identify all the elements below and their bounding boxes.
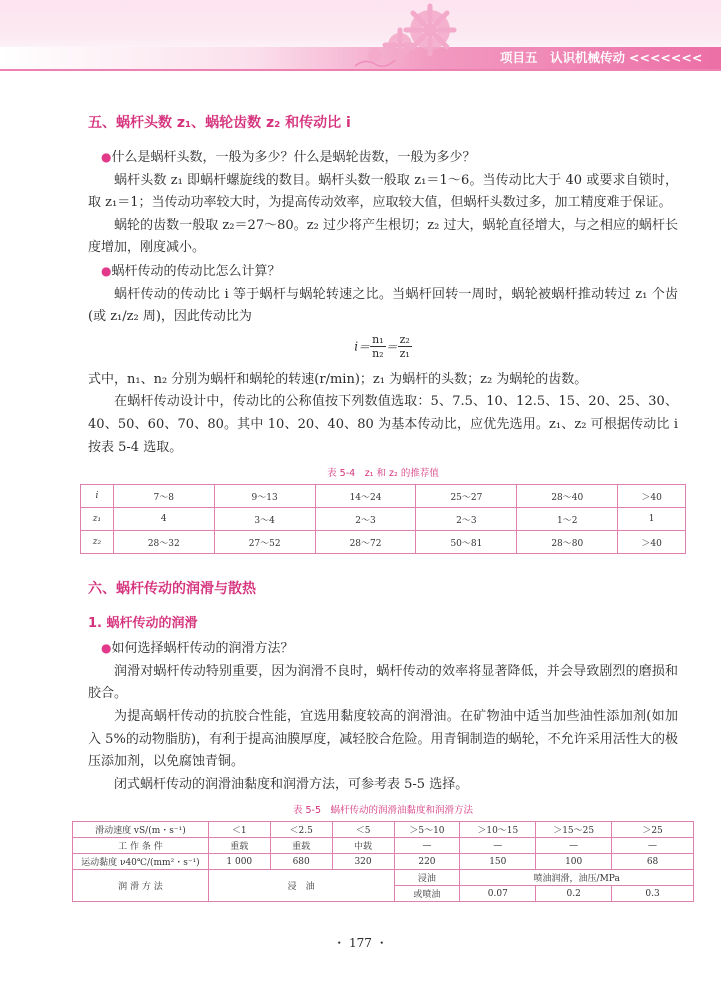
chapter-title: 项目五 认识机械传动	[500, 50, 626, 65]
chevron-left-icon: <<<<<<<	[629, 50, 703, 65]
table-cell: 28～32	[113, 531, 214, 554]
bullet-icon: ●	[101, 263, 112, 278]
formula-lhs: i	[354, 339, 359, 354]
question-2	[88, 260, 678, 284]
table-cell: 680	[270, 854, 332, 870]
paragraph-lubrication-importance: 润滑对蜗杆传动特别重要，因为润滑不良时，蜗杆传动的效率将显著降低，并会导致剧烈的磨损和胶合。	[88, 663, 678, 702]
row-label-condition: 工 作 条 件	[73, 838, 209, 854]
table-cell: ＞5～10	[394, 822, 460, 838]
formula-z1: z₁	[399, 346, 410, 360]
table-row	[81, 531, 686, 554]
table-cell: z₁	[81, 508, 114, 531]
paragraph-table-reference: 闭式蜗杆传动的润滑油黏度和润滑方法，可参考表 5-5 选择。	[114, 776, 469, 792]
page-content	[81, 112, 678, 902]
bullet-icon: ●	[101, 641, 112, 656]
table-cell: ＜1	[208, 822, 270, 838]
table-cell: 28～72	[315, 531, 416, 554]
table-cell: 0.2	[536, 886, 612, 902]
paragraph-worm-threads: 蜗杆头数 z₁ 即蜗杆螺旋线的数目。蜗杆头数一般取 z₁＝1～6。当传动比大于 40 或要求自锁时，取 z₁＝1；当传动功率较大时，为提高传动效率，应取较大值，但蜗杆头数过多，加工精度难于保证。	[88, 172, 678, 211]
paragraph-formula-legend: 式中，n₁、n₂ 分别为蜗杆和蜗轮的转速(r/min)；z₁ 为蜗杆的头数；z₂ 为蜗轮的齿数。	[88, 371, 588, 387]
table-cell: 25～27	[416, 485, 517, 508]
formula-n1: n₁	[372, 332, 384, 346]
header-title	[500, 48, 702, 68]
table-row	[73, 822, 694, 838]
table-5-5-caption: 表 5-5 蜗杆传动的润滑油黏度和润滑方法	[292, 805, 474, 817]
table-row	[81, 508, 686, 531]
table-cell: ＞15～25	[536, 822, 612, 838]
table-cell: 4	[113, 508, 214, 531]
table-5-4	[80, 484, 686, 554]
table-cell: ＜5	[332, 822, 394, 838]
table-cell: 1 000	[208, 854, 270, 870]
table-cell: ＞10～15	[460, 822, 536, 838]
paragraph-lubricant-selection: 为提高蜗杆传动的抗胶合性能，宜选用黏度较高的润滑油。在矿物油中适当加些油性添加剂(如加入 5%的动物脂肪)，有利于提高油膜厚度，减轻胶合危险。用青铜制造的蜗轮，不允许采用活性大的极压添加剂，以免腐蚀青铜。	[88, 708, 678, 770]
section-heading-5: 五、蜗杆头数 z₁、蜗轮齿数 z₂ 和传动比 i	[88, 115, 351, 131]
table-cell: —	[460, 838, 536, 854]
table-cell: 28～40	[517, 485, 618, 508]
table-cell: 68	[612, 854, 694, 870]
table-cell: 50～81	[416, 531, 517, 554]
bullet-icon: ●	[101, 150, 112, 164]
row-label-method: 润 滑 方 法	[73, 870, 209, 902]
row-label-viscosity: 运动黏度 ν40℃/(mm²・s⁻¹)	[73, 854, 209, 870]
table-cell-dip-or-spray-1: 浸油	[394, 870, 460, 886]
table-cell: 27～52	[214, 531, 315, 554]
table-cell: 重载	[270, 838, 332, 854]
table-cell-dip: 浸 油	[208, 870, 394, 902]
paragraph-wheel-teeth: 蜗轮的齿数一般取 z₂＝27～80。z₂ 过少将产生根切；z₂ 过大，蜗轮直径增大，与之相应的蜗杆长度增加，刚度减小。	[88, 217, 678, 256]
formula-equals: ＝	[358, 339, 371, 354]
table-row	[73, 854, 694, 870]
table-cell: 2～3	[315, 508, 416, 531]
table-cell: 0.07	[460, 886, 536, 902]
question-1	[88, 146, 678, 170]
table-cell: 1	[618, 508, 686, 531]
table-cell: 2～3	[416, 508, 517, 531]
question-1-text: 什么是蜗杆头数，一般为多少？什么是蜗轮齿数，一般为多少？	[111, 150, 476, 165]
table-cell: ＜2.5	[270, 822, 332, 838]
table-cell: 220	[394, 854, 460, 870]
table-5-5	[72, 821, 694, 902]
table-cell: ＞40	[618, 485, 686, 508]
page-header	[0, 0, 721, 80]
table-cell: 14～24	[315, 485, 416, 508]
table-cell: 150	[460, 854, 536, 870]
row-label-speed: 滑动速度 vS/(m・s⁻¹)	[73, 822, 209, 838]
table-row	[73, 870, 694, 886]
table-cell-dip-or-spray-2: 或喷油	[394, 886, 460, 902]
formula-n2: n₂	[372, 346, 384, 360]
question-2-text: 蜗杆传动的传动比怎么计算？	[111, 263, 281, 279]
table-cell: ＞25	[612, 822, 694, 838]
question-3	[88, 637, 678, 661]
table-cell: 28～80	[517, 531, 618, 554]
table-cell: ＞40	[618, 531, 686, 554]
fraction-teeth	[398, 333, 412, 360]
table-cell: —	[394, 838, 460, 854]
formula-z2: z₂	[399, 332, 410, 346]
table-cell: z₂	[81, 531, 114, 554]
table-cell: 100	[536, 854, 612, 870]
gear-decoration-icon	[345, 0, 475, 70]
question-3-text: 如何选择蜗杆传动的润滑方法？	[111, 641, 294, 657]
formula-equals-2: ＝	[385, 339, 398, 354]
table-row	[81, 485, 686, 508]
section-heading-6: 六、蜗杆传动的润滑与散热	[88, 581, 256, 598]
table-cell-spray-head: 喷油润滑，油压/MPa	[460, 870, 694, 886]
table-row	[73, 838, 694, 854]
table-cell: 中载	[332, 838, 394, 854]
table-cell: 7～8	[113, 485, 214, 508]
table-cell: 重载	[208, 838, 270, 854]
table-cell: 0.3	[612, 886, 694, 902]
table-cell: 3～4	[214, 508, 315, 531]
fraction-speed	[370, 333, 386, 360]
page-number: ・ 177 ・	[333, 936, 388, 950]
table-cell: —	[612, 838, 694, 854]
table-cell: 9～13	[214, 485, 315, 508]
subsection-heading-lubrication: 1. 蜗杆传动的润滑	[88, 616, 198, 632]
table-5-4-caption: 表 5-4 z₁ 和 z₂ 的推荐值	[327, 468, 439, 480]
table-cell: 1～2	[517, 508, 618, 531]
table-cell: 320	[332, 854, 394, 870]
table-cell: —	[536, 838, 612, 854]
table-cell: i	[81, 485, 114, 508]
ratio-formula	[88, 333, 678, 365]
paragraph-ratio-values: 在蜗杆传动设计中，传动比的公称值按下列数值选取：5、7.5、10、12.5、15、20、25、30、40、50、60、70、80。其中 10、20、40、80 为基本传动比，应优先选用。z₁、z₂ 可根据传动比 i 按表 5-4 选取。	[88, 394, 678, 455]
paragraph-ratio-definition: 蜗杆传动的传动比 i 等于蜗杆与蜗轮转速之比。当蜗杆回转一周时，蜗轮被蜗杆推动转过 z₁ 个齿(或 z₁/z₂ 周)，因此传动比为	[88, 286, 678, 325]
